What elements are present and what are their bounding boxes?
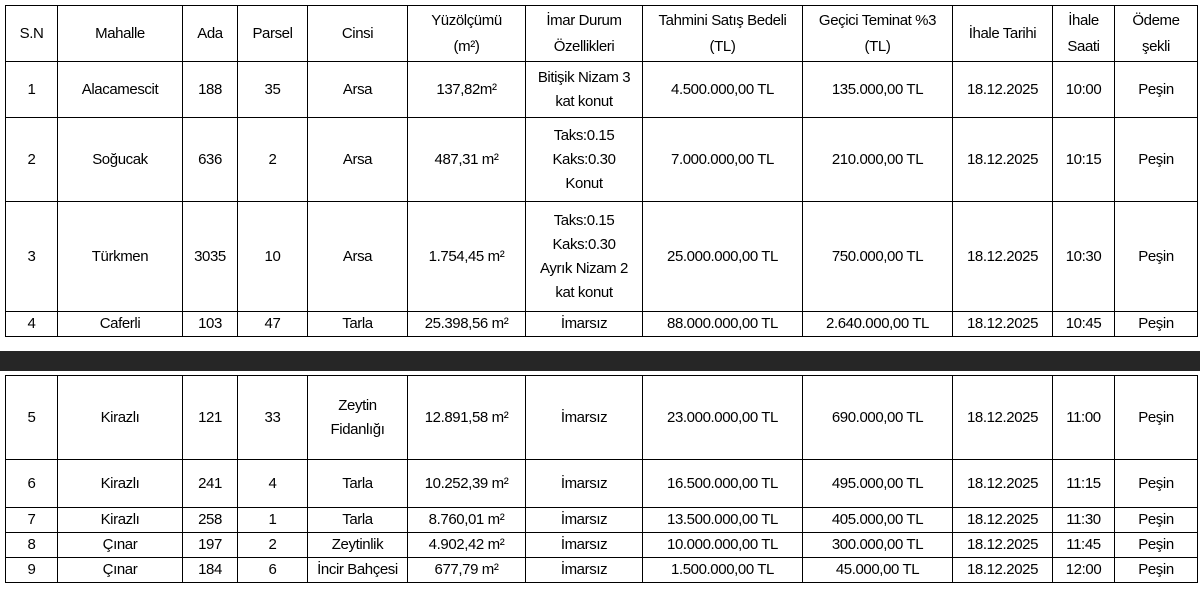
cell-mahalle: Caferli	[58, 312, 183, 337]
cell-parsel: 10	[238, 202, 308, 312]
cell-imar	[526, 558, 643, 583]
cell-cinsi	[308, 312, 408, 337]
cell-parsel: 47	[238, 312, 308, 337]
header-imar-line2: Özellikleri	[553, 37, 615, 55]
header-parsel: Parsel	[238, 6, 308, 62]
cell-teminat: 210.000,00 TL	[803, 118, 953, 202]
header-mahalle: Mahalle	[58, 6, 183, 62]
cell-imar-line: kat konut	[555, 283, 613, 301]
cell-saat: 11:30	[1053, 508, 1115, 533]
cell-bedel: 25.000.000,00 TL	[643, 202, 803, 312]
cell-yuzolcumu: 1.754,45 m²	[408, 202, 526, 312]
cell-saat: 12:00	[1053, 558, 1115, 583]
cell-cinsi	[308, 558, 408, 583]
cell-cinsi-line: Tarla	[342, 474, 373, 492]
header-saat-line2: Saati	[1067, 37, 1100, 55]
cell-tarih: 18.12.2025	[953, 508, 1053, 533]
cell-yuzolcumu: 12.891,58 m²	[408, 376, 526, 460]
header-imar	[526, 6, 643, 62]
cell-imar-line: kat konut	[555, 92, 613, 110]
cell-odeme: Peşin	[1115, 376, 1198, 460]
cell-bedel: 23.000.000,00 TL	[643, 376, 803, 460]
cell-imar	[526, 508, 643, 533]
cell-sn: 4	[6, 312, 58, 337]
cell-parsel: 2	[238, 533, 308, 558]
cell-bedel: 16.500.000,00 TL	[643, 460, 803, 508]
table-row	[6, 508, 1198, 533]
cell-yuzolcumu: 25.398,56 m²	[408, 312, 526, 337]
cell-ada: 103	[183, 312, 238, 337]
table-row	[6, 558, 1198, 583]
cell-sn: 5	[6, 376, 58, 460]
cell-cinsi-line: Arsa	[342, 247, 373, 265]
cell-tarih: 18.12.2025	[953, 558, 1053, 583]
cell-odeme: Peşin	[1115, 312, 1198, 337]
cell-sn: 7	[6, 508, 58, 533]
cell-imar	[526, 62, 643, 118]
cell-cinsi-line: Arsa	[342, 80, 373, 98]
header-teminat	[803, 6, 953, 62]
table-row	[6, 202, 1198, 312]
cell-mahalle: Çınar	[58, 558, 183, 583]
cell-imar-line: İmarsız	[560, 315, 608, 332]
table-row	[6, 533, 1198, 558]
cell-tarih: 18.12.2025	[953, 533, 1053, 558]
cell-parsel: 4	[238, 460, 308, 508]
cell-ada: 636	[183, 118, 238, 202]
cell-imar	[526, 533, 643, 558]
cell-imar-line: İmarsız	[560, 511, 608, 528]
cell-mahalle: Kirazlı	[58, 376, 183, 460]
cell-sn: 2	[6, 118, 58, 202]
header-teminat-line1: Geçici Teminat %3	[818, 11, 937, 29]
cell-yuzolcumu: 8.760,01 m²	[408, 508, 526, 533]
cell-odeme: Peşin	[1115, 558, 1198, 583]
cell-cinsi	[308, 460, 408, 508]
cell-teminat: 405.000,00 TL	[803, 508, 953, 533]
table-row	[6, 460, 1198, 508]
cell-cinsi	[308, 118, 408, 202]
cell-ada: 188	[183, 62, 238, 118]
cell-bedel: 13.500.000,00 TL	[643, 508, 803, 533]
cell-yuzolcumu: 487,31 m²	[408, 118, 526, 202]
header-ada: Ada	[183, 6, 238, 62]
cell-parsel: 1	[238, 508, 308, 533]
cell-saat: 10:00	[1053, 62, 1115, 118]
cell-mahalle: Türkmen	[58, 202, 183, 312]
header-teminat-line2: (TL)	[864, 37, 891, 55]
cell-bedel: 7.000.000,00 TL	[643, 118, 803, 202]
cell-imar-line: Kaks:0.30	[552, 235, 616, 253]
table-row	[6, 312, 1198, 337]
cell-tarih: 18.12.2025	[953, 312, 1053, 337]
cell-odeme: Peşin	[1115, 202, 1198, 312]
cell-mahalle: Alacamescit	[58, 62, 183, 118]
cell-imar-line: Konut	[565, 174, 603, 192]
cell-ada: 184	[183, 558, 238, 583]
cell-tarih: 18.12.2025	[953, 118, 1053, 202]
cell-yuzolcumu: 137,82m²	[408, 62, 526, 118]
header-imar-line1: İmar Durum	[546, 11, 622, 29]
cell-sn: 6	[6, 460, 58, 508]
cell-imar	[526, 312, 643, 337]
header-sn: S.N	[6, 6, 58, 62]
table-body-bottom	[6, 376, 1198, 583]
cell-saat: 10:30	[1053, 202, 1115, 312]
cell-mahalle: Kirazlı	[58, 508, 183, 533]
header-saat	[1053, 6, 1115, 62]
cell-odeme: Peşin	[1115, 508, 1198, 533]
cell-mahalle: Soğucak	[58, 118, 183, 202]
cell-saat: 11:45	[1053, 533, 1115, 558]
cell-cinsi	[308, 376, 408, 460]
cell-yuzolcumu: 4.902,42 m²	[408, 533, 526, 558]
cell-imar-line: İmarsız	[560, 536, 608, 553]
cell-imar	[526, 118, 643, 202]
cell-teminat: 2.640.000,00 TL	[803, 312, 953, 337]
cell-tarih: 18.12.2025	[953, 376, 1053, 460]
table-row	[6, 118, 1198, 202]
cell-bedel: 1.500.000,00 TL	[643, 558, 803, 583]
cell-cinsi-line: Tarla	[342, 315, 373, 332]
cell-imar-line: Bitişik Nizam 3	[537, 68, 631, 86]
cell-ada: 121	[183, 376, 238, 460]
cell-tarih: 18.12.2025	[953, 460, 1053, 508]
cell-cinsi-line: Tarla	[342, 511, 373, 528]
cell-mahalle: Kirazlı	[58, 460, 183, 508]
cell-parsel: 35	[238, 62, 308, 118]
cell-teminat: 690.000,00 TL	[803, 376, 953, 460]
cell-saat: 11:15	[1053, 460, 1115, 508]
cell-saat: 10:15	[1053, 118, 1115, 202]
cell-bedel: 4.500.000,00 TL	[643, 62, 803, 118]
auction-table-bottom	[5, 375, 1198, 583]
cell-odeme: Peşin	[1115, 460, 1198, 508]
cell-cinsi	[308, 62, 408, 118]
cell-tarih: 18.12.2025	[953, 202, 1053, 312]
cell-odeme: Peşin	[1115, 62, 1198, 118]
cell-imar-line: Ayrık Nizam 2	[540, 259, 628, 277]
page-break-band	[0, 351, 1200, 371]
cell-saat: 10:45	[1053, 312, 1115, 337]
cell-imar	[526, 376, 643, 460]
cell-cinsi-line: Arsa	[342, 150, 373, 168]
header-saat-line1: İhale	[1068, 11, 1099, 29]
cell-ada: 258	[183, 508, 238, 533]
cell-imar-line: İmarsız	[560, 408, 608, 426]
header-bedel: Tahmini Satış Bedeli (TL)	[643, 6, 803, 62]
cell-imar-line: İmarsız	[560, 561, 608, 578]
cell-bedel: 88.000.000,00 TL	[643, 312, 803, 337]
cell-sn: 8	[6, 533, 58, 558]
cell-cinsi-line: İncir Bahçesi	[317, 561, 398, 578]
header-odeme: Ödeme şekli	[1115, 6, 1198, 62]
header-cinsi: Cinsi	[308, 6, 408, 62]
cell-yuzolcumu: 677,79 m²	[408, 558, 526, 583]
cell-yuzolcumu: 10.252,39 m²	[408, 460, 526, 508]
cell-tarih: 18.12.2025	[953, 62, 1053, 118]
table-body-top	[6, 62, 1198, 337]
cell-parsel: 2	[238, 118, 308, 202]
cell-cinsi	[308, 533, 408, 558]
cell-cinsi-line: Zeytinlik	[331, 536, 384, 553]
cell-sn: 1	[6, 62, 58, 118]
header-yuzolcumu-line2: (m²)	[453, 37, 480, 55]
cell-imar	[526, 202, 643, 312]
cell-imar-line: Taks:0.15	[553, 126, 615, 144]
cell-cinsi-line: Fidanlığı	[330, 420, 385, 438]
cell-sn: 3	[6, 202, 58, 312]
cell-sn: 9	[6, 558, 58, 583]
cell-parsel: 6	[238, 558, 308, 583]
cell-teminat: 750.000,00 TL	[803, 202, 953, 312]
header-row	[6, 6, 1198, 62]
cell-cinsi	[308, 202, 408, 312]
cell-cinsi	[308, 508, 408, 533]
header-yuzolcumu-line1: Yüzölçümü	[431, 11, 502, 29]
cell-odeme: Peşin	[1115, 118, 1198, 202]
cell-teminat: 135.000,00 TL	[803, 62, 953, 118]
cell-teminat: 495.000,00 TL	[803, 460, 953, 508]
cell-ada: 241	[183, 460, 238, 508]
cell-bedel: 10.000.000,00 TL	[643, 533, 803, 558]
cell-ada: 197	[183, 533, 238, 558]
cell-odeme: Peşin	[1115, 533, 1198, 558]
cell-ada: 3035	[183, 202, 238, 312]
cell-parsel: 33	[238, 376, 308, 460]
cell-teminat: 45.000,00 TL	[803, 558, 953, 583]
header-yuzolcumu	[408, 6, 526, 62]
header-tarih: İhale Tarihi	[953, 6, 1053, 62]
table-row	[6, 62, 1198, 118]
cell-imar-line: İmarsız	[560, 474, 608, 492]
cell-imar	[526, 460, 643, 508]
cell-mahalle: Çınar	[58, 533, 183, 558]
cell-imar-line: Kaks:0.30	[552, 150, 616, 168]
cell-cinsi-line: Zeytin	[338, 396, 377, 414]
auction-table-top	[5, 5, 1198, 337]
table-row	[6, 376, 1198, 460]
cell-teminat: 300.000,00 TL	[803, 533, 953, 558]
cell-imar-line: Taks:0.15	[553, 211, 615, 229]
cell-saat: 11:00	[1053, 376, 1115, 460]
